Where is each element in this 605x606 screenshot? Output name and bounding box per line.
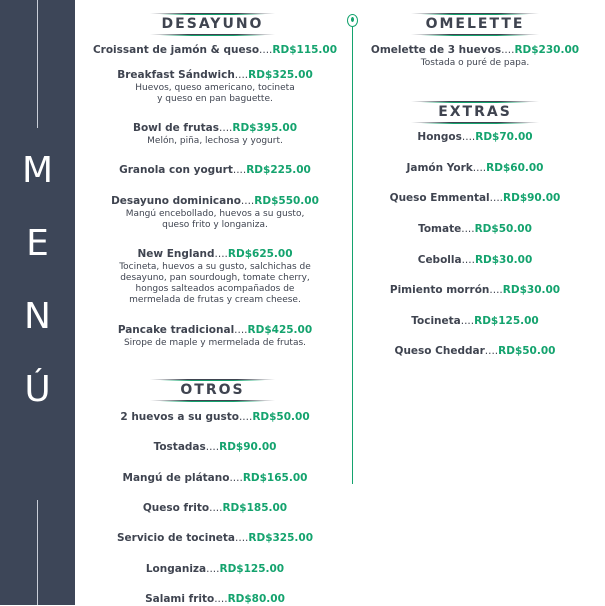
item-price: RD$50.00 xyxy=(252,411,310,423)
item-name: Salami frito xyxy=(145,593,215,605)
item-name: Queso Cheddar xyxy=(394,345,485,357)
item-name: Mangú de plátano xyxy=(122,472,230,484)
menu-item xyxy=(80,593,350,606)
item-price: RD$325.00 xyxy=(248,69,313,81)
item-separator: .... xyxy=(235,532,249,544)
menu-item xyxy=(80,44,350,57)
item-name: Granola con yogurt xyxy=(119,164,233,176)
item-price: RD$115.00 xyxy=(272,44,338,56)
menu-item xyxy=(360,192,590,205)
item-price: RD$230.00 xyxy=(514,44,580,56)
menu-item xyxy=(360,315,590,328)
item-name: Tocineta xyxy=(411,315,461,327)
item-name: Servicio de tocineta xyxy=(116,532,236,544)
item-separator: .... xyxy=(234,324,248,336)
column-divider xyxy=(352,18,353,484)
item-separator: .... xyxy=(489,284,503,296)
item-price: RD$125.00 xyxy=(474,315,539,327)
menu-item xyxy=(360,284,590,297)
menu-letter-m: M xyxy=(21,150,54,191)
section-title: OTROS xyxy=(180,382,245,398)
menu-letter-u: Ú xyxy=(24,369,51,410)
item-price: RD$50.00 xyxy=(474,223,532,235)
menu-item xyxy=(80,502,350,515)
menu-item xyxy=(360,162,590,175)
item-name: Queso frito xyxy=(142,502,210,514)
divider-ornament-icon xyxy=(347,14,358,27)
item-name: Tomate xyxy=(418,223,462,235)
sidebar-line-top xyxy=(37,0,38,128)
item-separator: .... xyxy=(209,502,223,514)
item-price: RD$125.00 xyxy=(219,563,285,575)
item-price: RD$325.00 xyxy=(248,532,314,544)
item-price: RD$60.00 xyxy=(486,162,544,174)
item-separator: .... xyxy=(219,122,233,134)
item-name: Jamón York xyxy=(406,162,473,174)
item-separator: .... xyxy=(240,195,255,207)
section-heading-omelette xyxy=(411,15,539,33)
item-price: RD$70.00 xyxy=(475,131,533,143)
item-name: Desayuno dominicano xyxy=(111,195,241,207)
menu-item xyxy=(80,248,350,306)
item-name: Queso Emmental xyxy=(389,192,490,204)
item-separator: .... xyxy=(238,411,253,423)
menu-item xyxy=(80,122,350,147)
item-price: RD$30.00 xyxy=(502,284,561,296)
item-name: Pancake tradicional xyxy=(117,324,235,336)
menu-letter-e: E xyxy=(26,223,49,264)
item-price: RD$165.00 xyxy=(242,472,308,484)
item-price: RD$625.00 xyxy=(227,248,293,260)
menu-item xyxy=(80,472,350,485)
item-separator: .... xyxy=(234,69,249,81)
item-name: Breakfast Sándwich xyxy=(117,69,235,81)
item-name: Hongos xyxy=(417,131,462,143)
section-title: OMELETTE xyxy=(425,16,525,32)
item-description: Tocineta, huevos a su gusto, salchichas de desayuno, pan sourdough, tomate cherry, hongos salteados acompañados de mermelada de frutas y cream cheese. xyxy=(119,262,311,305)
item-description: Sirope de maple y mermelada de frutas. xyxy=(123,338,307,348)
menu-letter-n: N xyxy=(24,296,51,337)
item-separator: .... xyxy=(461,254,475,266)
item-description: Tostada o puré de papa. xyxy=(420,58,530,68)
section-heading-desayuno xyxy=(150,15,275,33)
section-title: DESAYUNO xyxy=(161,16,264,32)
item-price: RD$50.00 xyxy=(498,345,556,357)
item-name: Longaniza xyxy=(145,563,207,575)
item-separator: .... xyxy=(205,441,220,453)
item-name: Croissant de jamón & queso xyxy=(92,44,260,56)
item-name: 2 huevos a su gusto xyxy=(120,411,239,423)
sidebar xyxy=(0,0,75,605)
item-price: RD$425.00 xyxy=(247,324,313,336)
item-price: RD$90.00 xyxy=(503,192,561,204)
menu-item xyxy=(360,44,590,69)
menu-item xyxy=(80,195,350,231)
item-separator: .... xyxy=(489,192,504,204)
item-name: Omelette de 3 huevos xyxy=(370,44,502,56)
menu-item xyxy=(360,345,590,358)
item-price: RD$550.00 xyxy=(254,195,319,207)
menu-item xyxy=(80,411,350,424)
section-heading-extras xyxy=(411,103,539,121)
item-price: RD$30.00 xyxy=(474,254,533,266)
item-description: Melón, piña, lechosa y yogurt. xyxy=(147,136,283,146)
item-separator: .... xyxy=(472,162,487,174)
item-separator: .... xyxy=(232,164,247,176)
item-price: RD$185.00 xyxy=(222,502,288,514)
item-name: Cebolla xyxy=(417,254,462,266)
menu-item xyxy=(360,254,590,267)
item-separator: .... xyxy=(461,223,475,235)
item-separator: .... xyxy=(461,131,476,143)
sidebar-line-bottom xyxy=(37,500,38,605)
item-name: Tostadas xyxy=(153,441,206,453)
item-separator: .... xyxy=(229,472,243,484)
menu-item xyxy=(80,164,350,177)
menu-item xyxy=(80,532,350,545)
item-separator: .... xyxy=(501,44,515,56)
item-separator: .... xyxy=(206,563,220,575)
menu-item xyxy=(360,131,590,144)
item-name: Bowl de frutas xyxy=(132,122,220,134)
item-price: RD$395.00 xyxy=(232,122,298,134)
item-name: Pimiento morrón xyxy=(389,284,490,296)
item-name: New England xyxy=(137,248,215,260)
item-description: Huevos, queso americano, tocineta y queso en pan baguette. xyxy=(135,83,295,104)
item-separator: .... xyxy=(484,345,499,357)
item-separator: .... xyxy=(214,248,228,260)
item-separator: .... xyxy=(214,593,228,605)
item-price: RD$90.00 xyxy=(219,441,277,453)
menu-item xyxy=(80,563,350,576)
menu-item xyxy=(80,69,350,105)
menu-item xyxy=(80,441,350,454)
item-separator: .... xyxy=(259,44,273,56)
item-description: Mangú encebollado, huevos a su gusto, queso frito y longaniza. xyxy=(125,209,305,230)
section-heading-otros xyxy=(150,381,275,399)
menu-item xyxy=(80,324,350,349)
section-title: EXTRAS xyxy=(438,104,512,120)
item-separator: .... xyxy=(460,315,475,327)
item-price: RD$80.00 xyxy=(227,593,285,605)
menu-item xyxy=(360,223,590,236)
item-price: RD$225.00 xyxy=(246,164,311,176)
